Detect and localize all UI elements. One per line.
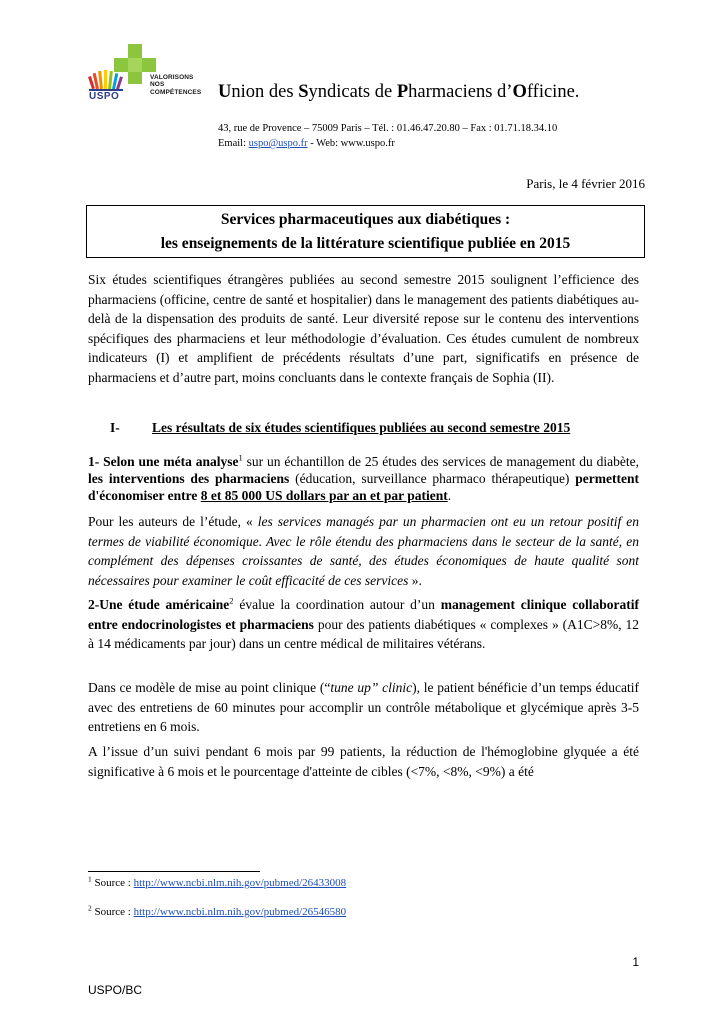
- document-title: Services pharmaceutiques aux diabétiques : les enseignements de la littérature scientifique publiée en 2015: [86, 205, 645, 258]
- logo-acronym: USPO: [89, 91, 120, 102]
- section-heading: I- Les résultats de six études scientifiques publiées au second semestre 2015: [110, 420, 571, 435]
- followup-paragraph: A l’issue d’un suivi pendant 6 mois par 99 patients, la réduction de l'hémoglobine glyquée a été significative à 6 mois et le pourcentage d'atteinte de cibles (<7%, <8%, <9%) a été: [88, 744, 639, 779]
- model-paragraph: Dans ce modèle de mise au point clinique (“tune up” clinic), le patient bénéficie d’un temps éducatif avec des entretiens de 60 minutes pour accomplir un contrôle métabolique et glycémique après 3-5 entretiens en 6 mois.: [88, 680, 640, 735]
- quote-paragraph: Pour les auteurs de l’étude, « les services managés par un pharmacien ont eu un retour positif en termes de viabilité économique. Avec le rôle étendu des pharmaciens dans le secteur de la santé, en complément des dépenses croissantes de santé, des études économiques de haute qualité sont nécessaires pour examiner le coût efficacité de ces services ».: [88, 514, 639, 588]
- study-1-paragraph: 1- Selon une méta analyse$^1$ sur un échantillon de 25 études des services de management du diabète, les interventions des pharmaciens (éducation, surveillance pharmaco thérapeutique) permettent d'économiser entre 8 et 85 000 US dollars par an et par patient.: [88, 452, 639, 504]
- logo-tagline: VALORISONS NOS COMPÉTENCES: [150, 74, 202, 96]
- footnote-divider: [88, 871, 260, 872]
- email-link[interactable]: uspo@uspo.fr: [248, 138, 308, 149]
- intro-paragraph: Six études scientifiques étrangères publiées au second semestre 2015 soulignent l’efficience des pharmaciens (officine, centre de santé et hospitalier) dans le management des patients diabétiques au-delà de la dispensation des produits de santé. Leur diversité repose sur le contenu des interventions spécifiques des pharmaciens et leur méthodologie d’évaluation. Ces études cumulent de nombreux indicateurs (I) et amplifient de précédents résultats d’une part, significatifs en présence de pharmaciens et d’autre part, moins concluants dans le contexte français de Sophia (II).: [88, 272, 639, 385]
- page-number: 1: [632, 955, 639, 969]
- footnote-1: $^1$ Source : http://www.ncbi.nlm.nih.gov/pubmed/26433008: [88, 874, 347, 889]
- footer-reference: USPO/BC: [88, 983, 143, 997]
- study-2-paragraph: 2-Une étude américaine$^2$ évalue la coordination autour d’un management clinique collaboratif entre endocrinologistes et pharmaciens pour des patients diabétiques « complexes » (A1C>8%, 12 à 14 médicaments par jour) dans un centre médical de militaires vétérans.: [88, 595, 640, 652]
- email-line: Email: uspo@uspo.fr - Web: www.uspo.fr: [218, 138, 395, 149]
- address-line: 43, rue de Provence – 75009 Paris – Tél. : 01.46.47.20.80 – Fax : 01.71.18.34.10: [218, 123, 558, 134]
- footnote-2-link[interactable]: http://www.ncbi.nlm.nih.gov/pubmed/26546580: [133, 906, 347, 918]
- footnote-1-link[interactable]: http://www.ncbi.nlm.nih.gov/pubmed/26433008: [133, 877, 347, 889]
- contact-block: [218, 121, 557, 151]
- document-date: Paris, le 4 février 2016: [526, 176, 645, 191]
- organization-name: Union des Syndicats de Pharmaciens d’Officine.: [218, 82, 580, 102]
- footnote-2: $^2$ Source : http://www.ncbi.nlm.nih.gov/pubmed/26546580: [88, 903, 347, 918]
